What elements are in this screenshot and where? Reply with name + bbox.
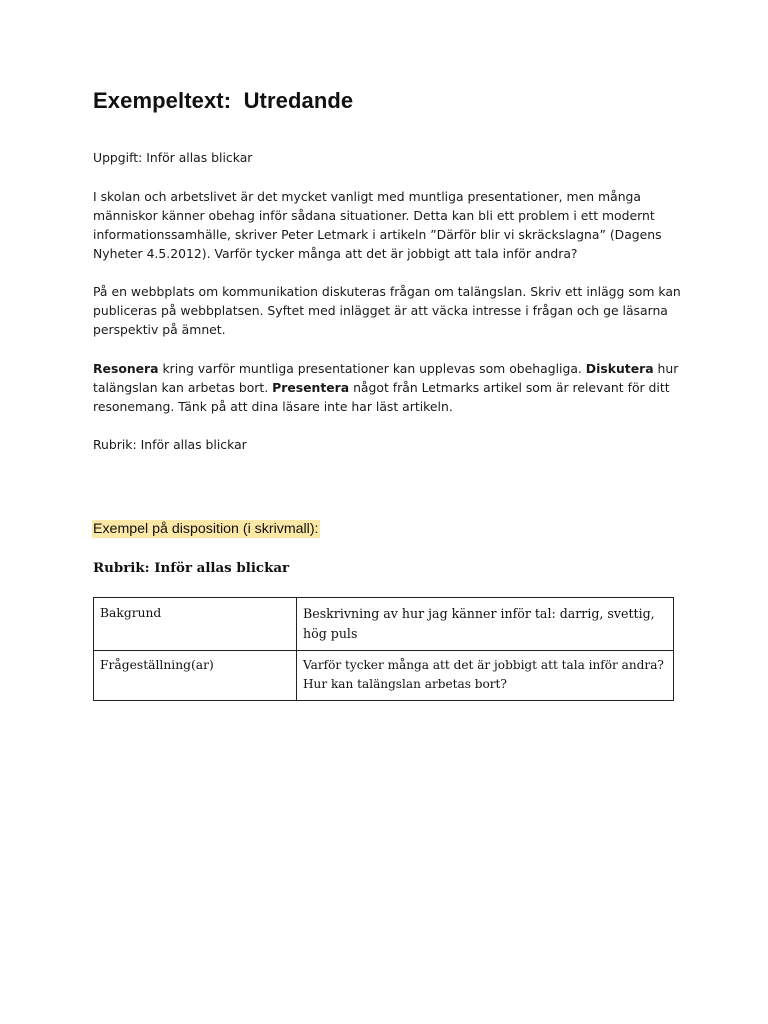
instruction-verb-diskutera: Diskutera [585, 361, 654, 376]
assignment-line: Uppgift: Inför allas blickar [93, 150, 253, 165]
disposition-table [93, 597, 674, 701]
table-cell-line: Varför tycker många att det är jobbigt att tala inför andra? [303, 658, 664, 672]
table-cell-content: Beskrivning av hur jag känner inför tal: darrig, svettig, hög puls [297, 598, 674, 651]
instruction-text-2: hur talängslan kan arbetas bort. [93, 361, 679, 395]
table-cell-line: Hur kan talängslan arbetas bort? [303, 677, 507, 691]
document-title: Exempeltext: Utredande [93, 88, 354, 113]
table-cell-label: Frågeställning(ar) [94, 651, 297, 701]
intro-paragraph: I skolan och arbetslivet är det mycket vanligt med muntliga presentationer, men många människor känner obehag inför sådana situationer. Detta kan bli ett problem i ett modernt informationssamhälle, skriver Peter Letmark i artikeln ”Därför blir vi skräckslagna” (Dagens Nyheter 4.5.2012). Varför tycker många att det är jobbigt att tala inför andra? [93, 189, 662, 261]
disposition-heading: Rubrik: Inför allas blickar [93, 560, 290, 576]
heading-line: Rubrik: Inför allas blickar [93, 437, 247, 452]
instructions-paragraph [93, 359, 693, 416]
instruction-text-1: kring varför muntliga presentationer kan upplevas som obehagliga. [158, 361, 586, 376]
disposition-label-highlighted: Exempel på disposition (i skrivmall): [93, 521, 319, 537]
table-cell-content [297, 651, 674, 701]
table-row [94, 598, 674, 651]
instruction-verb-resonera: Resonera [93, 361, 159, 376]
instruction-verb-presentera: Presentera [272, 380, 350, 395]
instruction-text-3: något från Letmarks artikel som är relevant för ditt resonemang. Tänk på att dina läsare inte har läst artikeln. [93, 380, 670, 414]
context-paragraph: På en webbplats om kommunikation diskuteras frågan om talängslan. Skriv ett inlägg som kan publiceras på webbplatsen. Syftet med inlägget är att väcka intresse i frågan och ge läsarna perspektiv på ämnet. [93, 284, 681, 337]
table-row [94, 651, 674, 701]
table-cell-label: Bakgrund [94, 598, 297, 651]
